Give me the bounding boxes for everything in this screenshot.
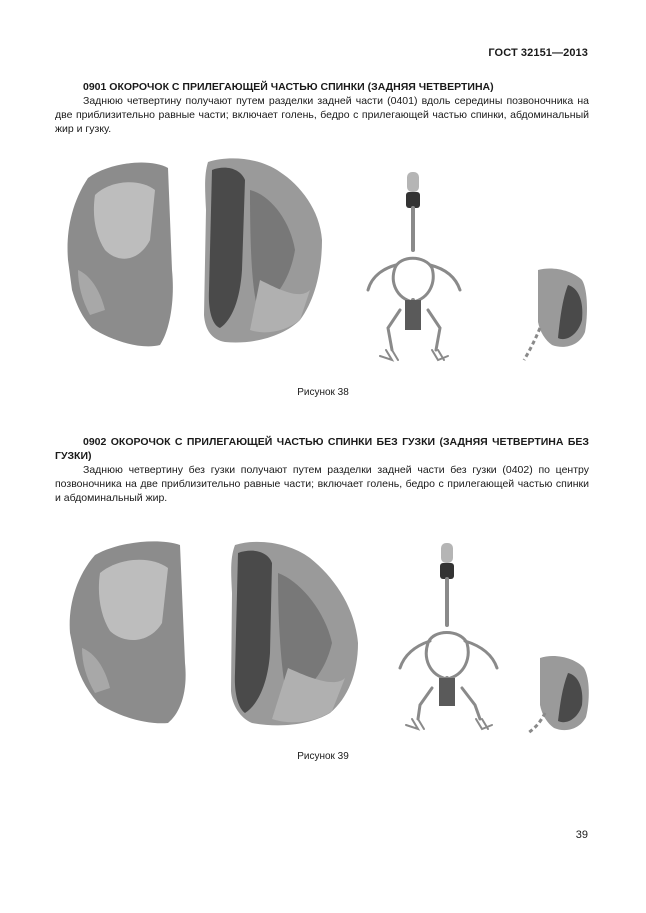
cut-outline-image — [528, 656, 589, 733]
figure-caption: Рисунок 39 — [297, 751, 349, 762]
standard-code: ГОСТ 32151—2013 — [488, 47, 588, 59]
skeleton-diagram — [368, 172, 460, 360]
figure-39 — [0, 533, 646, 743]
page-number: 39 — [575, 829, 588, 841]
leg-quarter-outer-image — [70, 541, 186, 723]
figure-38 — [0, 150, 646, 372]
figure-caption: Рисунок 38 — [297, 387, 349, 398]
section-0901 — [55, 80, 589, 136]
cut-outline-image — [524, 268, 587, 360]
leg-quarter-inner-image — [204, 158, 322, 342]
section-body: Заднюю четвертину без гузки получают путем разделки задней части без гузки (0402) по центру позвоночника на две приблизительно равные части; включает голень, бедро с прилегающей частью спинки и абдоминальный жир. — [55, 464, 589, 504]
skeleton-diagram — [400, 543, 497, 729]
section-0902 — [55, 435, 589, 505]
section-heading: 0901 ОКОРОЧОК С ПРИЛЕГАЮЩЕЙ ЧАСТЬЮ СПИНКИ (ЗАДНЯЯ ЧЕТВЕРТИНА) — [83, 81, 494, 93]
section-heading: 0902 ОКОРОЧОК С ПРИЛЕГАЮЩЕЙ ЧАСТЬЮ СПИНКИ БЕЗ ГУЗКИ (ЗАДНЯЯ ЧЕТВЕРТИНА БЕЗ ГУЗКИ) — [55, 436, 589, 462]
leg-quarter-outer-image — [68, 163, 173, 347]
section-body: Заднюю четвертину получают путем разделки задней части (0401) вдоль середины позвоночника на две приблизительно равные части; включает голень, бедро с прилегающей частью спинки, абдоминальный жир и гузку. — [55, 95, 589, 135]
leg-quarter-inner-image — [231, 542, 358, 725]
